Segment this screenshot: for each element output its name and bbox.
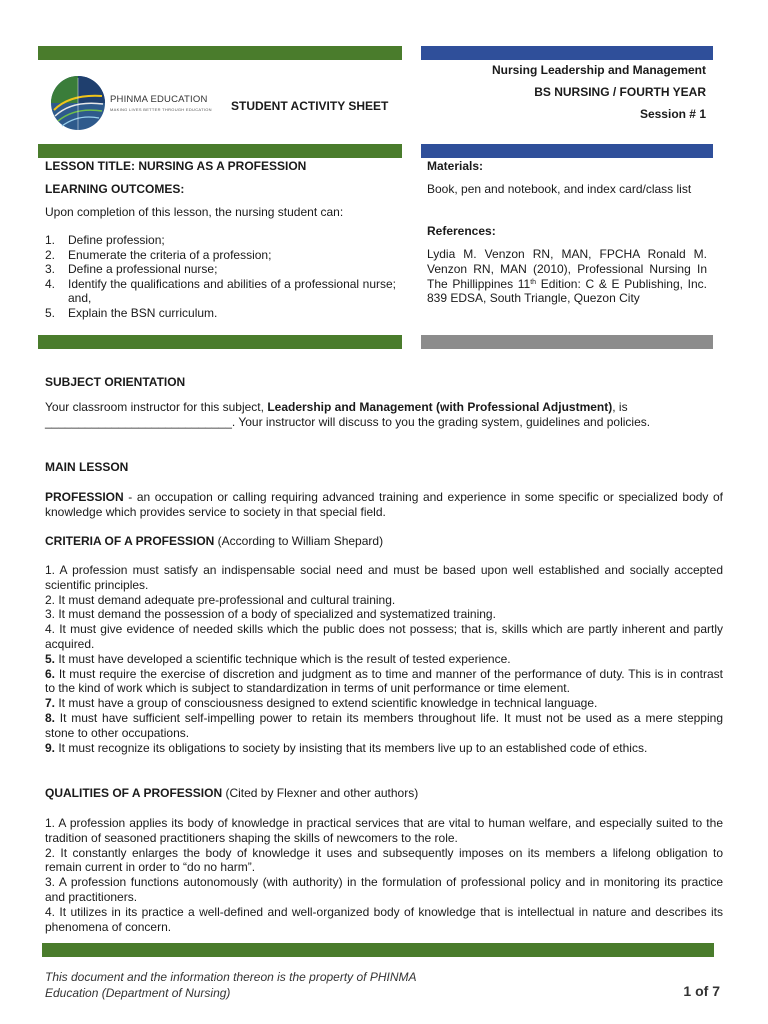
program-year: BS NURSING / FOURTH YEAR xyxy=(534,85,706,99)
page-total: of 7 xyxy=(695,983,720,999)
phinma-logo xyxy=(50,74,210,132)
qualities-list xyxy=(45,816,723,934)
criteria-item xyxy=(45,711,723,741)
criteria-item xyxy=(45,667,723,697)
criteria-text: It must demand the possession of a body of specialized and systematized training. xyxy=(55,607,496,622)
qualities-number: 1. xyxy=(45,816,56,830)
qualities-text: It constantly enlarges the body of knowledge it uses and subsequently imposes on its members a lifelong obligation to remain current in order to “do no harm”. xyxy=(45,845,723,875)
outcome-item xyxy=(45,233,396,248)
outcome-item xyxy=(45,306,396,321)
outcome-item xyxy=(45,277,396,306)
materials-text: Book, pen and notebook, and index card/class list xyxy=(427,182,692,196)
profession-def-text: - an occupation or calling requiring advanced training and experience in some specific or specialized body of knowledge which provides service to society in that special field. xyxy=(45,490,723,519)
criteria-number: 6. xyxy=(45,666,56,681)
criteria-number: 2. xyxy=(45,592,56,607)
qualities-item xyxy=(45,905,723,935)
criteria-number: 3. xyxy=(45,607,56,622)
criteria-number: 8. xyxy=(45,710,56,725)
criteria-source: (According to William Shepard) xyxy=(214,534,384,548)
outcomes-intro: Upon completion of this lesson, the nursing student can: xyxy=(45,205,344,219)
criteria-text: It must recognize its obligations to society by insisting that its members live up to an established code of ethics. xyxy=(55,740,648,755)
qualities-text: A profession functions autonomously (with authority) in the formulation of professional policy and in monitoring its practice and practitioners. xyxy=(45,875,723,904)
orientation-subject: Leadership and Management (with Professional Adjustment) xyxy=(267,400,613,414)
references-heading: References: xyxy=(427,224,496,238)
orientation-text-2: , is xyxy=(612,400,628,414)
header-bar-left xyxy=(38,46,402,60)
references-text xyxy=(427,247,707,306)
outcome-number: 3. xyxy=(45,262,56,276)
logo-name: PHINMA EDUCATION xyxy=(110,94,208,105)
orientation-text-1: Your classroom instructor for this subject, xyxy=(45,400,268,414)
criteria-list xyxy=(45,563,723,755)
criteria-heading-text: CRITERIA OF A PROFESSION xyxy=(45,534,215,548)
footer-line-1: This document and the information thereon is the property of PHINMA xyxy=(45,970,417,984)
criteria-text: It must have sufficient self-impelling power to retain its members throughout life. It must not be used as a mere stepping stone to other occupations. xyxy=(45,710,723,740)
learning-outcomes-heading: LEARNING OUTCOMES: xyxy=(45,182,185,196)
page-current: 1 xyxy=(683,983,692,999)
criteria-item xyxy=(45,563,723,593)
qualities-text: A profession applies its body of knowledge in practical services that are vital to human welfare, and especially suited to the tradition of seasoned practitioners shaping the skills of newcomers to the role. xyxy=(45,816,723,845)
criteria-number: 5. xyxy=(45,651,56,666)
lesson-title: LESSON TITLE: NURSING AS A PROFESSION xyxy=(45,159,307,173)
qualities-item xyxy=(45,816,723,846)
footer-bar xyxy=(42,943,714,957)
criteria-number: 4. xyxy=(45,622,56,637)
outcome-number: 1. xyxy=(45,233,56,247)
outcomes-list xyxy=(45,233,396,320)
criteria-number: 1. xyxy=(45,563,56,577)
main-lesson-heading: MAIN LESSON xyxy=(45,460,129,474)
outcome-item xyxy=(45,248,396,263)
lesson-bar-right xyxy=(421,144,713,158)
qualities-item xyxy=(45,875,723,905)
orientation-text-3: . Your instructor will discuss to you the grading system, guidelines and policies. xyxy=(231,414,651,429)
section-bar-right xyxy=(421,335,713,349)
qualities-heading xyxy=(45,786,418,800)
criteria-text: A profession must satisfy an indispensable social need and must be based upon well established and socially accepted scientific principles. xyxy=(45,563,723,592)
outcome-item xyxy=(45,262,396,277)
criteria-heading xyxy=(45,534,383,548)
references-superscript: th xyxy=(530,278,537,286)
outcome-text: Define a professional nurse; xyxy=(68,262,218,276)
profession-definition xyxy=(45,490,723,520)
outcome-text: Define profession; xyxy=(68,233,165,247)
outcome-number: 4. xyxy=(45,276,56,291)
outcome-number: 2. xyxy=(45,247,56,262)
criteria-number: 7. xyxy=(45,696,56,711)
criteria-item xyxy=(45,696,723,711)
criteria-item xyxy=(45,607,723,622)
course-name: Nursing Leadership and Management xyxy=(491,63,706,77)
qualities-number: 4. xyxy=(45,904,56,919)
qualities-number: 2. xyxy=(45,845,56,860)
qualities-number: 3. xyxy=(45,875,56,890)
outcome-text: Enumerate the criteria of a profession; xyxy=(68,247,272,262)
footer-notice xyxy=(45,969,417,1001)
criteria-number: 9. xyxy=(45,740,56,755)
references-text-main: Lydia M. Venzon RN, MAN, FPCHA Ronald M. Venzon RN, MAN (2010), Professional Nursing In The Phillippines 11 xyxy=(427,247,707,291)
criteria-item xyxy=(45,652,723,667)
criteria-item xyxy=(45,741,723,756)
qualities-text: It utilizes in its practice a well-defined and well-organized body of knowledge that is intellectual in nature and describes its phenomena of concern. xyxy=(45,904,723,934)
criteria-text: It must demand adequate pre-professional and cultural training. xyxy=(55,592,396,607)
footer-line-2: Education (Department of Nursing) xyxy=(45,986,231,1000)
outcome-number: 5. xyxy=(45,305,56,320)
lesson-bar-left xyxy=(38,144,402,158)
section-bar-left xyxy=(38,335,402,349)
outcome-text: Explain the BSN curriculum. xyxy=(68,305,218,320)
criteria-item xyxy=(45,593,723,608)
subject-orientation-text xyxy=(45,400,709,430)
subject-orientation-heading: SUBJECT ORIENTATION xyxy=(45,375,186,389)
page-number xyxy=(683,983,720,999)
materials-heading: Materials: xyxy=(427,159,484,173)
profession-term: PROFESSION xyxy=(45,490,124,504)
sheet-title: STUDENT ACTIVITY SHEET xyxy=(231,99,389,113)
phinma-logo-icon xyxy=(50,74,106,132)
qualities-item xyxy=(45,846,723,876)
session-number: Session # 1 xyxy=(639,107,706,121)
criteria-text: It must require the exercise of discretion and judgment as to time and manner of the performance of duty. This is in contrast to the kind of work which is subject to standardization in terms of unit performance or time element. xyxy=(45,666,723,696)
references-text-rest: Edition: C & E Publishing, Inc. 839 EDSA, South Triangle, Quezon City xyxy=(427,276,707,306)
logo-tagline: MAKING LIVES BETTER THROUGH EDUCATION xyxy=(110,107,212,112)
header-bar-right xyxy=(421,46,713,60)
criteria-item xyxy=(45,622,723,652)
outcome-text: Identify the qualifications and abilities of a professional nurse; and, xyxy=(68,276,396,305)
criteria-text: It must have developed a scientific technique which is the result of tested experience. xyxy=(55,651,511,666)
qualities-heading-text: QUALITIES OF A PROFESSION xyxy=(45,786,223,800)
qualities-source: (Cited by Flexner and other authors) xyxy=(222,786,419,800)
orientation-blank: ____________________________ xyxy=(45,414,232,429)
criteria-text: It must have a group of consciousness designed to extend scientific knowledge in technical language. xyxy=(55,696,598,711)
criteria-text: It must give evidence of needed skills which the public does not possess; that is, skills which are partly inherent and partly acquired. xyxy=(45,622,723,651)
